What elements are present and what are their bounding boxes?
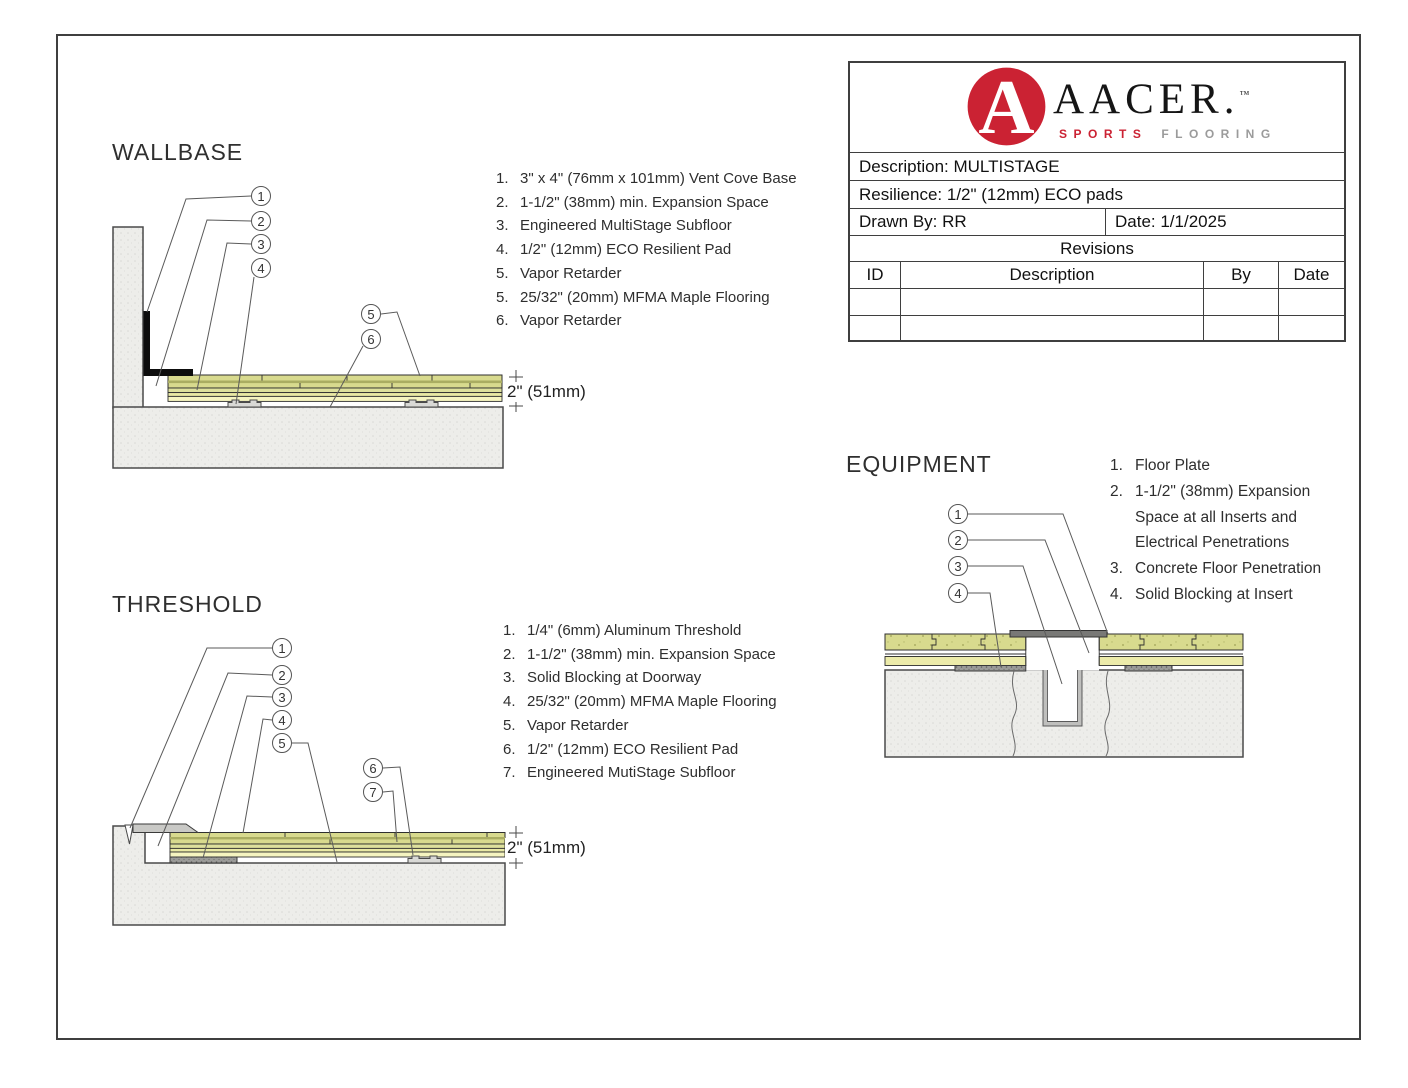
revision-cell: [1278, 316, 1344, 342]
legend-item: 5. Vapor Retarder: [503, 716, 629, 734]
revision-cell: [900, 289, 1203, 315]
equipment-blocking-right: [1125, 666, 1172, 672]
wallbase-callout-5: 5: [361, 304, 381, 324]
threshold-title: THRESHOLD: [112, 591, 263, 617]
tagline-flooring: FLOORING: [1161, 127, 1277, 141]
threshold-floor-layers: [170, 833, 505, 858]
legend-item: Space at all Inserts and: [1135, 508, 1297, 526]
revision-cell: [900, 316, 1203, 342]
legend-item: 1. 1/4" (6mm) Aluminum Threshold: [503, 622, 742, 639]
logo-row: [850, 63, 1344, 152]
legend-item: 3. Concrete Floor Penetration: [1110, 560, 1322, 578]
legend-item: 4. 1/2" (12mm) ECO Resilient Pad: [496, 241, 732, 259]
threshold-legend: [503, 619, 777, 785]
wallbase-dimension-label: 2" (51mm): [507, 382, 586, 401]
brand-name: AACER.™: [1053, 76, 1250, 123]
wallbase-callout-6: 6: [361, 329, 381, 349]
wallbase-callout-2: 2: [251, 211, 271, 231]
col-header-id: ID: [866, 265, 884, 284]
threshold-callout-3: 3: [272, 687, 292, 707]
legend-item: 3. Engineered MultiStage Subfloor: [496, 217, 732, 235]
legend-item: 2. 1-1/2" (38mm) min. Expansion Space: [496, 193, 769, 211]
equipment-legend: [1110, 453, 1321, 608]
threshold-drawing: [113, 648, 523, 925]
wallbase-callout-4: 4: [251, 258, 271, 278]
equipment-callout-2: 2: [948, 530, 968, 550]
date-cell: Date: 1/1/2025: [1105, 209, 1344, 235]
threshold-callout-4: 4: [272, 710, 292, 730]
col-header-description: Description: [900, 262, 1203, 288]
wallbase-callout-1: 1: [251, 186, 271, 206]
wallbase-callout-3: 3: [251, 234, 271, 254]
revision-row: [850, 315, 1344, 342]
col-header-date: Date: [1278, 262, 1344, 288]
legend-item: 2. 1-1/2" (38mm) min. Expansion Space: [503, 645, 776, 663]
col-header-by: By: [1203, 262, 1278, 288]
drawn-by-cell: Drawn By: RR: [859, 212, 967, 231]
legend-item: 5. 25/32" (20mm) MFMA Maple Flooring: [496, 288, 770, 306]
legend-item: 1. 3" x 4" (76mm x 101mm) Vent Cove Base: [496, 170, 797, 187]
equipment-callout-3: 3: [948, 556, 968, 576]
legend-item: 4. 25/32" (20mm) MFMA Maple Flooring: [503, 693, 777, 711]
trademark-mark: ™: [1239, 89, 1250, 101]
legend-item: 6. 1/2" (12mm) ECO Resilient Pad: [503, 740, 739, 758]
wallbase-cove-base: [144, 311, 194, 376]
revision-cell: [1203, 316, 1278, 342]
revisions-column-headers: [850, 261, 1344, 288]
brand-tagline: [1059, 127, 1277, 141]
wallbase-legend: [496, 167, 797, 333]
tagline-sports: SPORTS: [1059, 127, 1148, 141]
wallbase-title: WALLBASE: [112, 139, 244, 165]
legend-item: 6. Vapor Retarder: [496, 312, 622, 330]
revision-cell: [1278, 289, 1344, 315]
title-block: [848, 61, 1346, 342]
threshold-callout-2: 2: [272, 665, 292, 685]
legend-item: 7. Engineered MutiStage Subfloor: [503, 764, 736, 782]
legend-item: 4. Solid Blocking at Insert: [1110, 585, 1293, 603]
legend-item: Electrical Penetrations: [1135, 534, 1290, 552]
revision-cell: [850, 289, 900, 315]
threshold-callout-6: 6: [363, 758, 383, 778]
threshold-callout-1: 1: [272, 638, 292, 658]
equipment-callout-4: 4: [948, 583, 968, 603]
revision-cell: [1203, 289, 1278, 315]
equipment-title: EQUIPMENT: [846, 451, 992, 477]
revision-row: [850, 288, 1344, 315]
equipment-blocking-left: [955, 666, 1026, 672]
legend-item: 1. Floor Plate: [1110, 457, 1210, 474]
equipment-floor-plate: [1010, 631, 1107, 638]
resilience-row: Resilience: 1/2" (12mm) ECO pads: [850, 180, 1344, 208]
logo-letter: A: [978, 66, 1035, 147]
description-row: Description: MULTISTAGE: [850, 152, 1344, 180]
aacer-logo-icon: [966, 66, 1047, 147]
threshold-callout-7: 7: [363, 782, 383, 802]
legend-item: 2. 1-1/2" (38mm) Expansion: [1110, 482, 1311, 500]
wallbase-wall: [113, 227, 143, 408]
revision-cell: [850, 316, 900, 342]
wallbase-slab: [113, 407, 503, 468]
legend-item: 3. Solid Blocking at Doorway: [503, 669, 702, 687]
wallbase-drawing: [113, 196, 523, 468]
threshold-callout-5: 5: [272, 733, 292, 753]
revisions-header: Revisions: [850, 235, 1344, 261]
equipment-callout-1: 1: [948, 504, 968, 524]
legend-item: 5. Vapor Retarder: [496, 264, 622, 282]
threshold-dimension-label: 2" (51mm): [507, 838, 586, 857]
drawn-date-row: [850, 208, 1344, 235]
